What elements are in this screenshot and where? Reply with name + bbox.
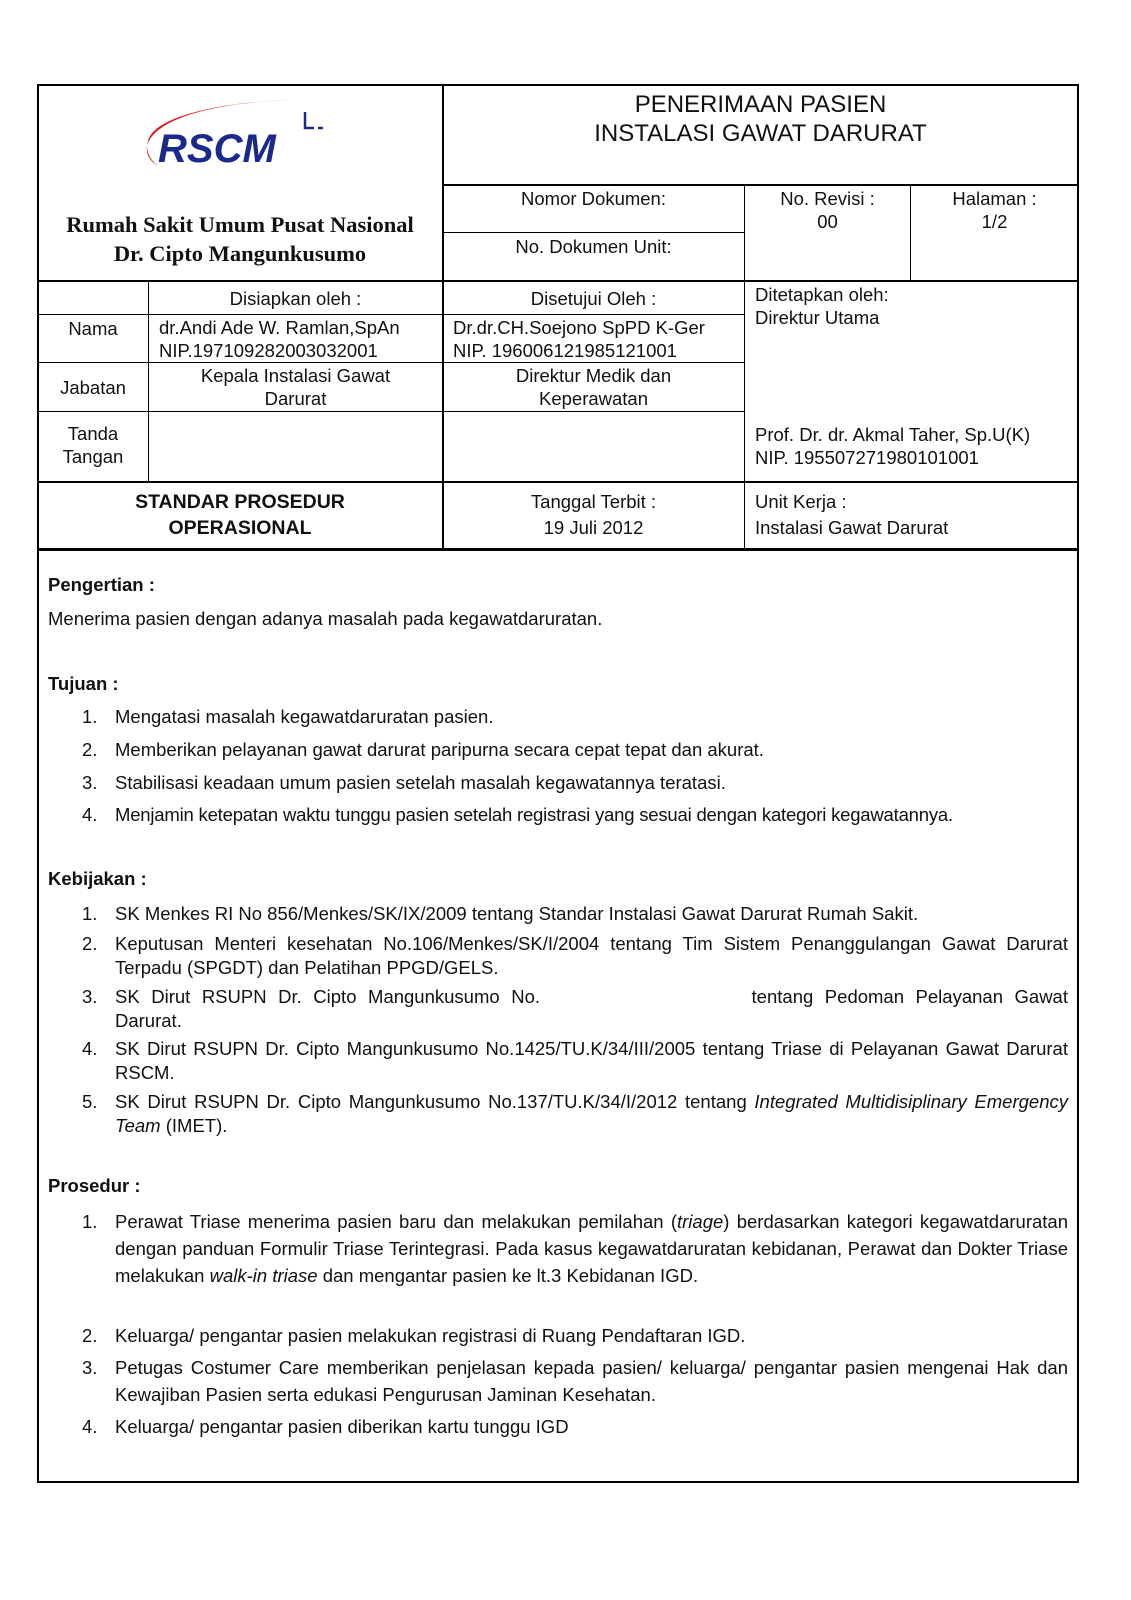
item-text: Stabilisasi keadaan umum pasien setelah masalah kegawatannya teratasi. [115, 772, 726, 793]
unit-label: Unit Kerja : [755, 491, 847, 512]
list-item [82, 739, 1068, 761]
document-title [443, 88, 1078, 150]
item-number: 4. [82, 804, 98, 825]
director-name: Prof. Dr. dr. Akmal Taher, Sp.U(K) [755, 424, 1031, 445]
item-text-part: SK Dirut RSUPN Dr. Cipto Mangunkusumo No. [115, 986, 540, 1007]
item-number: 2. [82, 739, 98, 760]
item-number: 5. [82, 1091, 98, 1112]
item-text: Keluarga/ pengantar pasien diberikan kartu tunggu IGD [115, 1416, 569, 1437]
halaman-value: 1/2 [981, 211, 1008, 232]
item-text [115, 985, 1068, 1033]
prep-name: dr.Andi Ade W. Ramlan,SpAn [159, 317, 400, 338]
title-line-1: PENERIMAAN PASIEN [634, 91, 887, 118]
disetujui-label: Disetujui Oleh : [530, 287, 657, 309]
item-text-part: dan mengantar pasien ke lt.3 Kebidanan IGD. [317, 1265, 699, 1286]
spo-label [38, 489, 442, 541]
list-item [82, 985, 1068, 1033]
frame-top [37, 84, 1079, 86]
item-text: SK Menkes RI No 856/Menkes/SK/IX/2009 tentang Standar Instalasi Gawat Darurat Rumah Sakit. [115, 903, 919, 924]
tanggal-label: Tanggal Terbit : [530, 491, 657, 512]
director-nip: NIP. 195507271980101001 [755, 447, 979, 468]
prep-name-block [159, 315, 442, 363]
prosedur-heading: Prosedur : [48, 1175, 141, 1196]
pengertian-text: Menerima pasien dengan adanya masalah pada kegawatdaruratan. [48, 608, 603, 629]
list-item [82, 902, 1068, 926]
appr-jabatan [443, 363, 744, 411]
hospital-name [38, 208, 442, 270]
item-number: 1. [82, 903, 98, 924]
prep-jabatan [149, 363, 442, 411]
halaman-label: Halaman : [952, 188, 1037, 209]
ditetapkan [755, 282, 1075, 330]
nama-label: Nama [68, 317, 118, 339]
revisi [745, 186, 910, 234]
title-line-2: INSTALASI GAWAT DARURAT [594, 120, 927, 147]
item-text-italic: walk-in triase [209, 1265, 318, 1286]
spo-line-1: STANDAR PROSEDUR [135, 491, 345, 513]
item-text: Mengatasi masalah kegawatdaruratan pasien. [115, 706, 494, 727]
item-text: Keputusan Menteri kesehatan No.106/Menkes/SK/I/2004 tentang Tim Sistem Penanggulangan Gawat Darurat Terpadu (SPGDT) dan Pelatihan PPGD/GELS. [115, 933, 1068, 978]
jabatan-label: Jabatan [60, 376, 126, 398]
list-item [82, 1090, 1068, 1138]
appr-name: Dr.dr.CH.Soejono SpPD K-Ger [453, 317, 705, 338]
item-number: 2. [82, 1325, 98, 1346]
item-text: Petugas Costumer Care memberikan penjelasan kepada pasien/ keluarga/ pengantar pasien mengenai Hak dan Kewajiban Pasien serta edukasi Pengurusan Jaminan Kesehatan. [115, 1357, 1068, 1405]
divider [37, 548, 1079, 551]
frame-right [1077, 84, 1079, 1482]
divider [37, 411, 744, 412]
tanggal-value: 19 Juli 2012 [543, 517, 644, 538]
disiapkan-label: Disiapkan oleh : [229, 287, 362, 309]
prep-jabatan-1: Kepala Instalasi Gawat [200, 365, 391, 386]
ditetapkan-role: Direktur Utama [755, 307, 880, 328]
item-number: 3. [82, 986, 98, 1007]
item-text-italic: Integrated Multidisiplinary Emergency Team [115, 1091, 1068, 1136]
tanda-line-2: Tangan [62, 446, 124, 467]
frame-bottom [37, 1481, 1079, 1483]
item-number: 4. [82, 1416, 98, 1437]
list-item [82, 1208, 1068, 1289]
logo-text: RSCM [158, 127, 276, 171]
item-number: 1. [82, 706, 98, 727]
nomor-dokumen-label: Nomor Dokumen: [521, 187, 666, 209]
item-text: Keluarga/ pengantar pasien melakukan registrasi di Ruang Pendaftaran IGD. [115, 1325, 746, 1346]
prep-jabatan-2: Darurat [264, 388, 327, 409]
appr-name-block [453, 315, 743, 363]
prep-nip: NIP.197109282003032001 [159, 340, 378, 361]
item-number: 3. [82, 1357, 98, 1378]
item-number: 2. [82, 933, 98, 954]
unit-value: Instalasi Gawat Darurat [755, 517, 949, 538]
list-item [82, 804, 1068, 826]
appr-jabatan-1: Direktur Medik dan [515, 365, 672, 386]
appr-jabatan-2: Keperawatan [538, 388, 649, 409]
spo-line-2: OPERASIONAL [168, 517, 312, 539]
tanggal-terbit [443, 489, 744, 541]
divider [37, 481, 1079, 483]
item-text-part: tentang Pedoman Pelayanan Gawat Darurat. [115, 986, 1068, 1031]
list-item [82, 1322, 1068, 1349]
item-number: 3. [82, 772, 98, 793]
rscm-logo [128, 94, 338, 174]
item-number: 4. [82, 1038, 98, 1059]
list-item [82, 1037, 1068, 1085]
item-number: 1. [82, 1211, 98, 1232]
item-text: Menjamin ketepatan waktu tunggu pasien setelah registrasi yang sesuai dengan kategori kegawatannya. [115, 804, 953, 825]
tujuan-heading: Tujuan : [48, 673, 119, 694]
item-text-italic: triage [677, 1211, 724, 1232]
list-item [82, 932, 1068, 980]
revisi-value: 00 [817, 211, 838, 232]
hospital-name-line-2: Dr. Cipto Mangunkusumo [113, 241, 367, 266]
item-text-part: SK Dirut RSUPN Dr. Cipto Mangunkusumo No.137/TU.K/34/I/2012 tentang [115, 1091, 755, 1112]
frame-left [37, 84, 39, 1482]
item-text: Memberikan pelayanan gawat darurat paripurna secara cepat tepat dan akurat. [115, 739, 764, 760]
ditetapkan-label: Ditetapkan oleh: [755, 284, 889, 305]
list-item [82, 1413, 1068, 1440]
unit-kerja [755, 489, 1075, 541]
tanda-line-1: Tanda [67, 423, 119, 444]
item-text-part: (IMET). [160, 1115, 228, 1136]
hospital-name-line-1: Rumah Sakit Umum Pusat Nasional [66, 212, 414, 237]
tanda-tangan-label [38, 420, 148, 470]
pengertian-heading: Pengertian : [48, 574, 155, 595]
item-text-part: ) berdasarkan kategori kegawatdaruratan dengan panduan Formulir Triase Terintegrasi. Pada kasus kegawatdaruratan kebidanan, Perawat dan Dokter Triase melakukan [115, 1211, 1068, 1286]
item-text: SK Dirut RSUPN Dr. Cipto Mangunkusumo No.1425/TU.K/34/III/2005 tentang Triase di Pelayanan Gawat Darurat RSCM. [115, 1038, 1068, 1083]
divider [744, 184, 745, 550]
list-item [82, 1354, 1068, 1408]
item-text [115, 1090, 1068, 1138]
item-text-part: Perawat Triase menerima pasien baru dan melakukan pemilahan ( [115, 1211, 677, 1232]
list-item [82, 772, 1068, 794]
list-item [82, 706, 1068, 728]
halaman [911, 186, 1078, 234]
appr-nip: NIP. 196006121985121001 [453, 340, 677, 361]
director-block [755, 421, 1077, 471]
no-dokumen-unit-label: No. Dokumen Unit: [515, 235, 672, 257]
kebijakan-heading: Kebijakan : [48, 868, 147, 889]
item-text [115, 1208, 1068, 1289]
revisi-label: No. Revisi : [780, 188, 875, 209]
